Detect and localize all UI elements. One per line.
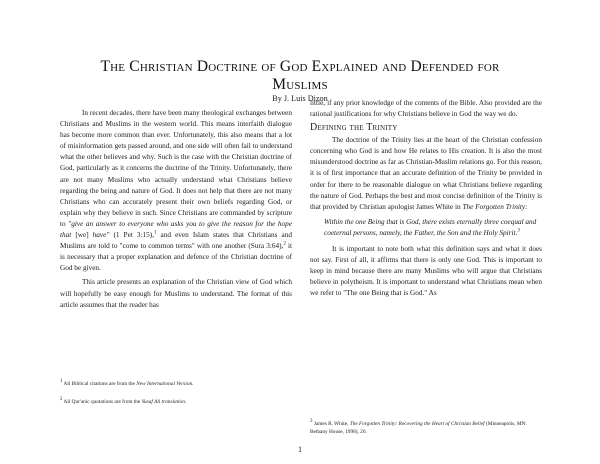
- footnote-3: $^3$ James R. White, The Forgotten Trinity: Recovering the Heart of Christian Belief (Minneapolis, MN: Bethany House, 1998), 26.: [310, 419, 527, 435]
- trinity-definition-quote: Within the one Being that is God, there exists eternally three coequal and coeternal persons, namely, the Father, the Son and the Holy Spirit.$^3$: [324, 217, 537, 238]
- footnote-2: $^2$ All Qur'anic quotations are from the Yusuf Ali translation.: [60, 397, 187, 405]
- right-column: [310, 98, 542, 300]
- page-number: 1: [298, 445, 302, 454]
- footnotes-right: [310, 420, 542, 446]
- book-title: The Forgotten Trinity: [462, 202, 526, 211]
- title-line-2: Muslims: [272, 76, 328, 93]
- intro-paragraph: In recent decades, there have been many theological exchanges between Christians and Muslims in the western world. This means interfaith dialogue has become more common than ever. Unfortunately, this also means that a lot of misinformation gets passed around, and one side will often fail to understand what the other believes and why. Such is the case with the Christian doctrine of God, particularly as it concerns the doctrine of the Trinity. Unfortunately, there are not many Muslims who actually understand what Christians believe regarding the being and nature of God. It does not help that there are not many Christians who can accurately present their own beliefs regarding God, or explain why they believe in such. Since Christians are commanded by scripture to "give an answer to everyone who asks you to give the reason for the hope that [we] have" (1 Pet 3:15),$^1$ and even Islam states that Christians and Muslims are told to "come to common terms" with one another (Sura 3:64),$^2$ it is necessary that a proper explanation and defence of the Christian doctrine of God be given.: [60, 109, 293, 273]
- footnote-ref-3[interactable]: 3: [517, 229, 520, 235]
- footnote-1: $^1$ All Biblical citations are from the New International Version.: [60, 379, 194, 387]
- left-column: [60, 108, 292, 311]
- footnotes-left: [60, 380, 292, 416]
- trinity-paragraph: The doctrine of the Trinity lies at the heart of the Christian confession concerning who God is and how He relates to His creation. It is also the most misunderstood doctrine as far as Christian-Muslim relations go. For this reason, it is of first importance that an accurate definition of the Trinity be provided in order for there to be reasonable dialogue on what Christians believe regarding the nature of God. Perhaps the best and most concise definition of the Trinity is that provided by Christian apologist James White in The Forgotten Trinity:: [310, 136, 542, 211]
- footnote-ref-2[interactable]: 2: [283, 241, 286, 247]
- footnote-ref-1[interactable]: 1: [154, 230, 157, 236]
- section-heading-defining-trinity: Defining the Trinity: [310, 122, 398, 134]
- page-title: [40, 58, 560, 94]
- author-byline: By J. Luis Dizon: [272, 94, 328, 103]
- title-line-1: The Christian Doctrine of God Explained and Defended for: [100, 58, 500, 75]
- definition-analysis-paragraph: It is important to note both what this definition says and what it does not say. First of all, it affirms that there is only one God. This is important to keep in mind because there are many Muslims who will argue that Christians believe in polytheism. It is important to understand what Christians mean when we refer to "The one Being that is God." As: [310, 245, 542, 298]
- continued-paragraph: little, if any prior knowledge of the contents of the Bible. Also provided are the rational justifications for why Christians believe in God the way we do.: [310, 99, 542, 119]
- article-purpose-paragraph: This article presents an explanation of the Christian view of God which will hopefully be easy enough for Muslims to understand. The format of this article assumes that the reader has: [60, 278, 292, 309]
- scripture-quote: "give an answer to everyone who asks you to give the reason for the hope that: [60, 219, 293, 240]
